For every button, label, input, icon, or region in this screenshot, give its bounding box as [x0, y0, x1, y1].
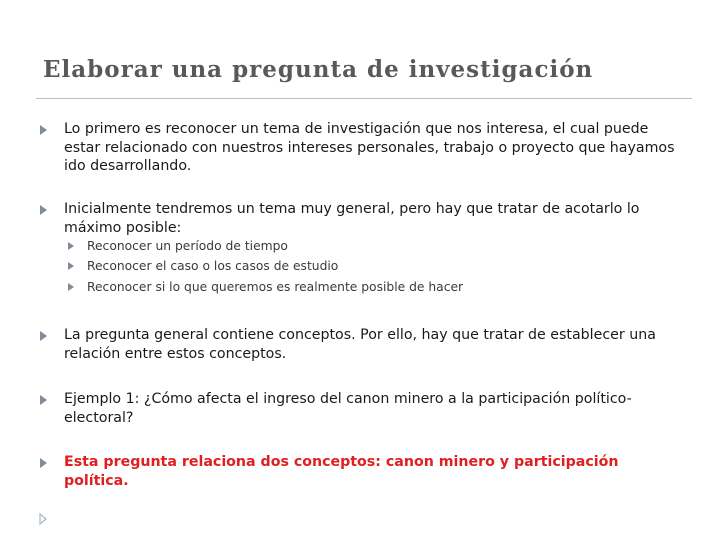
- bullet-2: [40, 200, 680, 237]
- bullet-4: [40, 390, 680, 427]
- bullet-text: Esta pregunta relaciona dos conceptos: canon minero y participación política.: [64, 454, 619, 489]
- subbullet-2: [68, 258, 668, 275]
- bullet-1: [40, 120, 680, 176]
- bullet-arrow-icon: [40, 458, 47, 468]
- subbullet-arrow-icon: [68, 262, 74, 270]
- bullet-text: Inicialmente tendremos un tema muy general, pero hay que tratar de acotarlo lo máximo posible:: [64, 201, 640, 236]
- slide-title: Elaborar una pregunta de investigación: [43, 56, 594, 83]
- subbullet-arrow-icon: [68, 242, 74, 250]
- bullet-text: Lo primero es reconocer un tema de investigación que nos interesa, el cual puede estar relacionado con nuestros intereses personales, trabajo o proyecto que hayamos ido desarrollando.: [64, 121, 675, 174]
- subbullet-arrow-icon: [68, 283, 74, 291]
- bullet-arrow-icon: [40, 331, 47, 341]
- empty-bullet-icon: [35, 511, 51, 527]
- subbullet-text: Reconocer si lo que queremos es realmente posible de hacer: [87, 280, 464, 294]
- subbullet-text: Reconocer el caso o los casos de estudio: [87, 259, 339, 273]
- subbullet-3: [68, 279, 668, 296]
- bullet-arrow-icon: [40, 205, 47, 215]
- bullet-3: [40, 326, 680, 363]
- bullet-text: La pregunta general contiene conceptos. Por ello, hay que tratar de establecer una relación entre estos conceptos.: [64, 327, 656, 362]
- bullet-5-highlight: [40, 453, 680, 490]
- bullet-arrow-icon: [40, 125, 47, 135]
- bullet-arrow-icon: [40, 395, 47, 405]
- subbullet-1: [68, 238, 668, 255]
- title-divider: [36, 98, 692, 99]
- subbullet-text: Reconocer un período de tiempo: [87, 239, 288, 253]
- bullet-text: Ejemplo 1: ¿Cómo afecta el ingreso del canon minero a la participación político-electoral?: [64, 391, 632, 426]
